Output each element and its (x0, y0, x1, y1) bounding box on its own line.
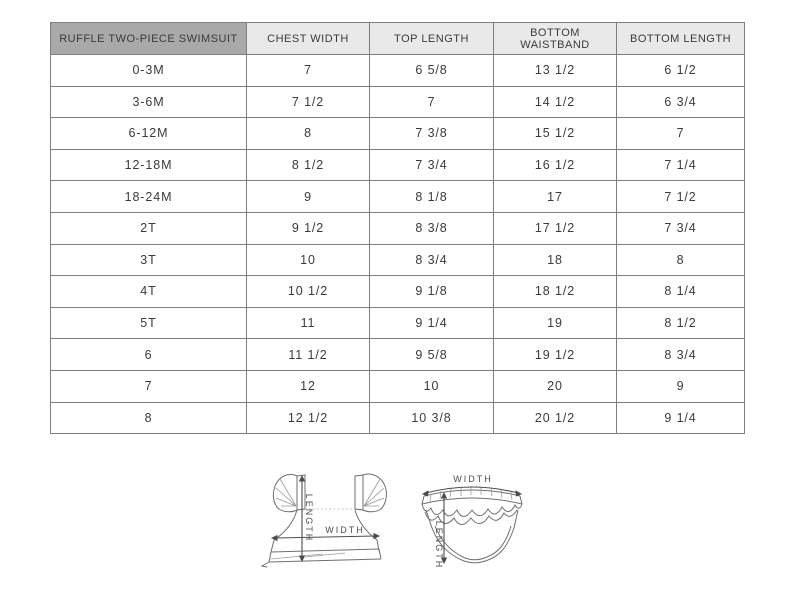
bottom-length-label: LENGTH (434, 520, 444, 570)
cell-value: 16 1/2 (494, 149, 617, 181)
cell-size-label: 5T (51, 307, 247, 339)
header-chest-width: CHEST WIDTH (247, 23, 370, 55)
cell-size-label: 6-12M (51, 118, 247, 150)
table-row (51, 149, 745, 181)
cell-value: 7 (617, 118, 745, 150)
cell-value: 9 5/8 (370, 339, 494, 371)
header-top-length: TOP LENGTH (370, 23, 494, 55)
cell-value: 7 (370, 86, 494, 118)
top-width-label: WIDTH (325, 525, 365, 535)
bottom-width-dimension (422, 474, 523, 497)
cell-value: 10 1/2 (247, 276, 370, 308)
table-row (51, 339, 745, 371)
cell-value: 18 (494, 244, 617, 276)
cell-value: 9 (247, 181, 370, 213)
cell-size-label: 12-18M (51, 149, 247, 181)
cell-value: 8 1/2 (617, 307, 745, 339)
header-bottom-length: BOTTOM LENGTH (617, 23, 745, 55)
cell-value: 19 1/2 (494, 339, 617, 371)
table-row (51, 212, 745, 244)
table-row (51, 118, 745, 150)
cell-value: 10 (247, 244, 370, 276)
cell-value: 6 1/2 (617, 55, 745, 87)
cell-value: 19 (494, 307, 617, 339)
cell-value: 14 1/2 (494, 86, 617, 118)
size-chart-table (50, 22, 745, 434)
table-row (51, 55, 745, 87)
cell-value: 20 1/2 (494, 402, 617, 434)
cell-value: 8 1/4 (617, 276, 745, 308)
top-length-dimension (299, 475, 314, 562)
cell-value: 12 1/2 (247, 402, 370, 434)
cell-size-label: 0-3M (51, 55, 247, 87)
cell-value: 8 (617, 244, 745, 276)
cell-size-label: 6 (51, 339, 247, 371)
swim-bottom-illustration (422, 474, 523, 569)
cell-size-label: 4T (51, 276, 247, 308)
cell-value: 7 (247, 55, 370, 87)
cell-value: 7 1/2 (247, 86, 370, 118)
table-row (51, 244, 745, 276)
table-row (51, 307, 745, 339)
cell-value: 7 3/8 (370, 118, 494, 150)
cell-value: 18 1/2 (494, 276, 617, 308)
cell-value: 13 1/2 (494, 55, 617, 87)
cell-value: 6 3/4 (617, 86, 745, 118)
cell-value: 7 3/4 (617, 212, 745, 244)
table-row (51, 402, 745, 434)
cell-value: 8 1/8 (370, 181, 494, 213)
cell-value: 8 3/8 (370, 212, 494, 244)
cell-value: 6 5/8 (370, 55, 494, 87)
header-bottom-waistband: BOTTOM WAISTBAND (494, 23, 617, 55)
cell-value: 7 1/2 (617, 181, 745, 213)
cell-value: 9 (617, 370, 745, 402)
cell-value: 17 (494, 181, 617, 213)
cell-value: 20 (494, 370, 617, 402)
table-row (51, 276, 745, 308)
cell-value: 9 1/4 (617, 402, 745, 434)
cell-value: 10 3/8 (370, 402, 494, 434)
cell-value: 12 (247, 370, 370, 402)
cell-value: 17 1/2 (494, 212, 617, 244)
cell-size-label: 8 (51, 402, 247, 434)
table-row (51, 86, 745, 118)
top-length-label: LENGTH (304, 493, 314, 543)
cell-value: 8 3/4 (617, 339, 745, 371)
swim-top-illustration (262, 474, 386, 567)
cell-value: 15 1/2 (494, 118, 617, 150)
cell-value: 9 1/8 (370, 276, 494, 308)
cell-value: 10 (370, 370, 494, 402)
cell-value: 8 3/4 (370, 244, 494, 276)
cell-value: 8 1/2 (247, 149, 370, 181)
table-row (51, 181, 745, 213)
measurement-diagrams (245, 460, 555, 600)
cell-size-label: 3T (51, 244, 247, 276)
cell-value: 9 1/2 (247, 212, 370, 244)
cell-value: 7 3/4 (370, 149, 494, 181)
cell-value: 8 (247, 118, 370, 150)
cell-value: 11 (247, 307, 370, 339)
table-row (51, 370, 745, 402)
cell-size-label: 7 (51, 370, 247, 402)
cell-size-label: 2T (51, 212, 247, 244)
header-product-name: RUFFLE TWO-PIECE SWIMSUIT (51, 23, 247, 55)
header-row (51, 23, 745, 55)
cell-value: 9 1/4 (370, 307, 494, 339)
cell-value: 11 1/2 (247, 339, 370, 371)
cell-size-label: 18-24M (51, 181, 247, 213)
bottom-length-dimension (434, 492, 447, 569)
cell-size-label: 3-6M (51, 86, 247, 118)
cell-value: 7 1/4 (617, 149, 745, 181)
bottom-width-label: WIDTH (453, 474, 493, 484)
